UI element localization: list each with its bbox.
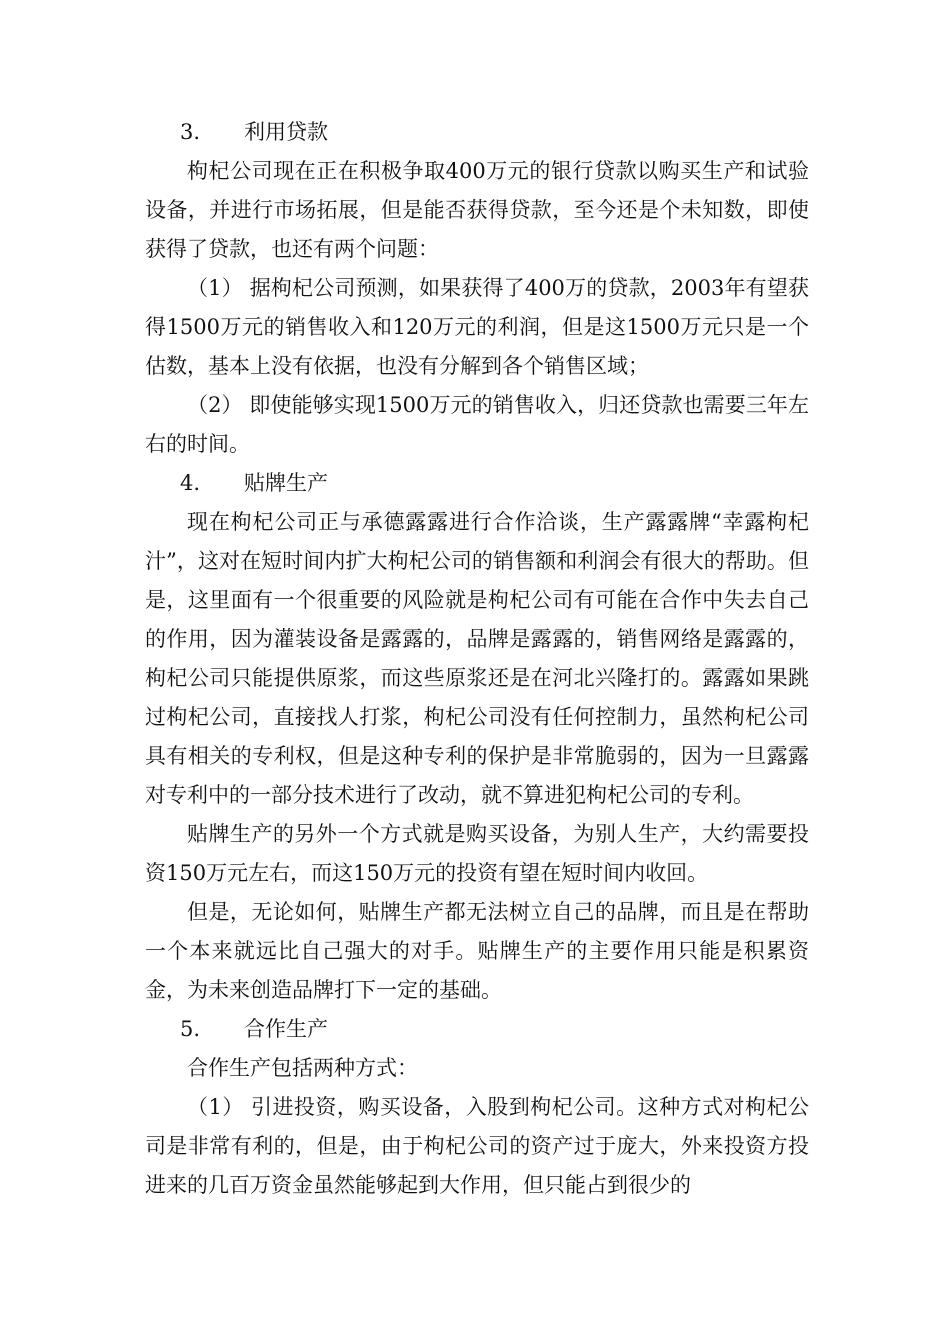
paragraph: （1） 引进投资，购买设备，入股到枸杞公司。这种方式对枸杞公司是非常有利的，但是，由于枸杞公司的资产过于庞大，外来投资方投进来的几百万资金虽然能够起到大作用，但只能占到很少的 — [145, 1095, 809, 1197]
section-number: 4. — [180, 471, 201, 495]
paragraph: （2） 即使能够实现1500万元的销售收入，归还贷款也需要三年左右的时间。 — [145, 393, 809, 456]
section-title: 合作生产 — [244, 1017, 328, 1041]
paragraph: 合作生产包括两种方式： — [187, 1056, 418, 1080]
section-number: 3. — [180, 120, 201, 144]
section-heading-4 — [145, 464, 809, 503]
section-heading-3 — [145, 113, 809, 152]
paragraph: 贴牌生产的另外一个方式就是购买设备，为别人生产，大约需要投资150万元左右，而这150万元的投资有望在短时间内收回。 — [145, 822, 809, 885]
paragraph: 现在枸杞公司正与承德露露进行合作洽谈，生产露露牌“幸露枸杞汁”，这对在短时间内扩大枸杞公司的销售额和利润会有很大的帮助。但是，这里面有一个很重要的风险就是枸杞公司有可能在合作中失去自己的作用，因为灌装设备是露露的，品牌是露露的，销售网络是露露的，枸杞公司只能提供原浆，而这些原浆还是在河北兴隆打的。露露如果跳过枸杞公司，直接找人打浆，枸杞公司没有任何控制力，虽然枸杞公司具有相关的专利权，但是这种专利的保护是非常脆弱的，因为一旦露露对专利中的一部分技术进行了改动，就不算进犯枸杞公司的专利。 — [145, 510, 809, 807]
document-body — [145, 113, 809, 1205]
section-title: 贴牌生产 — [244, 471, 328, 495]
section-heading-5 — [145, 1010, 809, 1049]
paragraph: （1） 据枸杞公司预测，如果获得了400万的贷款，2003年有望获得1500万元的销售收入和120万元的利润，但是这1500万元只是一个估数，基本上没有依据，也没有分解到各个销售区域； — [145, 276, 809, 378]
section-title: 利用贷款 — [244, 120, 328, 144]
paragraph: 枸杞公司现在正在积极争取400万元的银行贷款以购买生产和试验设备，并进行市场拓展，但是能否获得贷款，至今还是个未知数，即使获得了贷款，也还有两个问题： — [145, 159, 809, 261]
section-number: 5. — [180, 1017, 201, 1041]
paragraph: 但是，无论如何，贴牌生产都无法树立自己的品牌，而且是在帮助一个本来就远比自己强大的对手。贴牌生产的主要作用只能是积累资金，为未来创造品牌打下一定的基础。 — [145, 900, 809, 1002]
